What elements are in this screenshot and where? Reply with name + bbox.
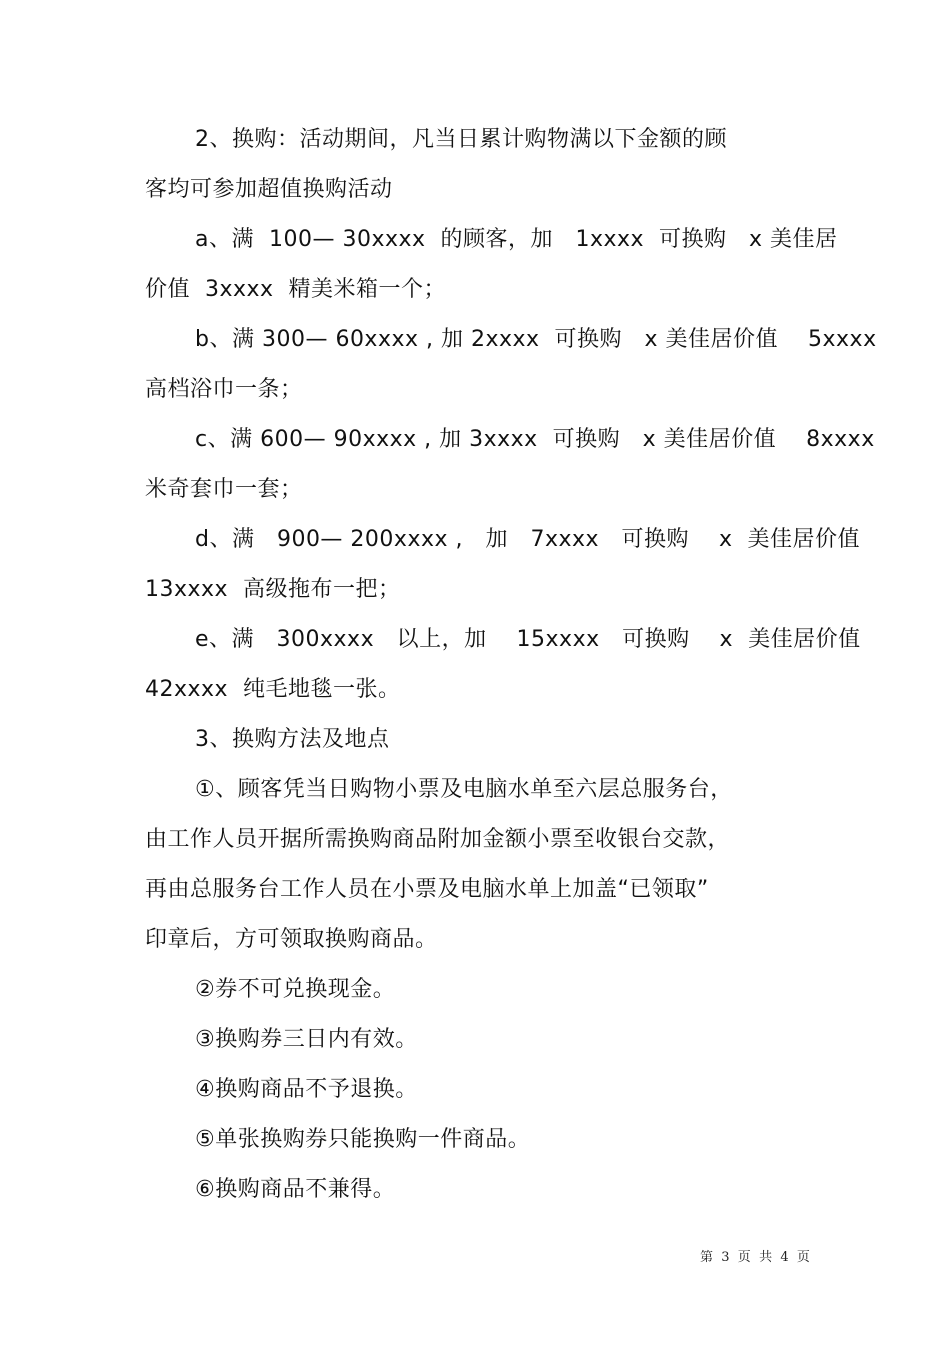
- paragraph-line-18: ②券不可兑换现金。: [195, 977, 396, 1002]
- paragraph-line-19: ③换购券三日内有效。: [195, 1027, 418, 1052]
- paragraph-line-1: 2、换购：活动期间，凡当日累计购物满以下金额的顾: [195, 127, 727, 152]
- paragraph-line-5: b、满 300— 60xxxx , 加 2xxxx 可换购 x 美佳居价值 5xxxx: [195, 327, 877, 352]
- paragraph-line-8: 米奇套巾一套；: [145, 477, 303, 502]
- page-number-footer: 第 3 页 共 4 页: [700, 1250, 810, 1265]
- paragraph-line-2: 客均可参加超值换购活动: [145, 177, 393, 202]
- paragraph-line-3: a、满 100— 30xxxx 的顾客，加 1xxxx 可换购 x 美佳居: [195, 227, 838, 252]
- paragraph-line-11: e、满 300xxxx 以上，加 15xxxx 可换购 x 美佳居价值: [195, 627, 861, 652]
- paragraph-line-10: 13xxxx 高级拖布一把；: [145, 577, 401, 602]
- paragraph-line-6: 高档浴巾一条；: [145, 377, 303, 402]
- paragraph-line-9: d、满 900— 200xxxx , 加 7xxxx 可换购 x 美佳居价值: [195, 527, 860, 552]
- paragraph-line-22: ⑥换购商品不兼得。: [195, 1177, 396, 1202]
- paragraph-line-15: 由工作人员开据所需换购商品附加金额小票至收银台交款，: [145, 827, 731, 852]
- paragraph-line-13: 3、换购方法及地点: [195, 727, 390, 752]
- paragraph-line-12: 42xxxx 纯毛地毯一张。: [145, 677, 401, 702]
- paragraph-line-20: ④换购商品不予退换。: [195, 1077, 418, 1102]
- paragraph-line-7: c、满 600— 90xxxx , 加 3xxxx 可换购 x 美佳居价值 8xxxx: [195, 427, 875, 452]
- paragraph-line-4: 价值 3xxxx 精美米箱一个；: [145, 277, 447, 302]
- paragraph-line-14: ①、顾客凭当日购物小票及电脑水单至六层总服务台，: [195, 777, 733, 802]
- paragraph-line-21: ⑤单张换购券只能换购一件商品。: [195, 1127, 531, 1152]
- paragraph-line-17: 印章后，方可领取换购商品。: [145, 927, 438, 952]
- paragraph-line-16: 再由总服务台工作人员在小票及电脑水单上加盖“已领取”: [145, 877, 709, 902]
